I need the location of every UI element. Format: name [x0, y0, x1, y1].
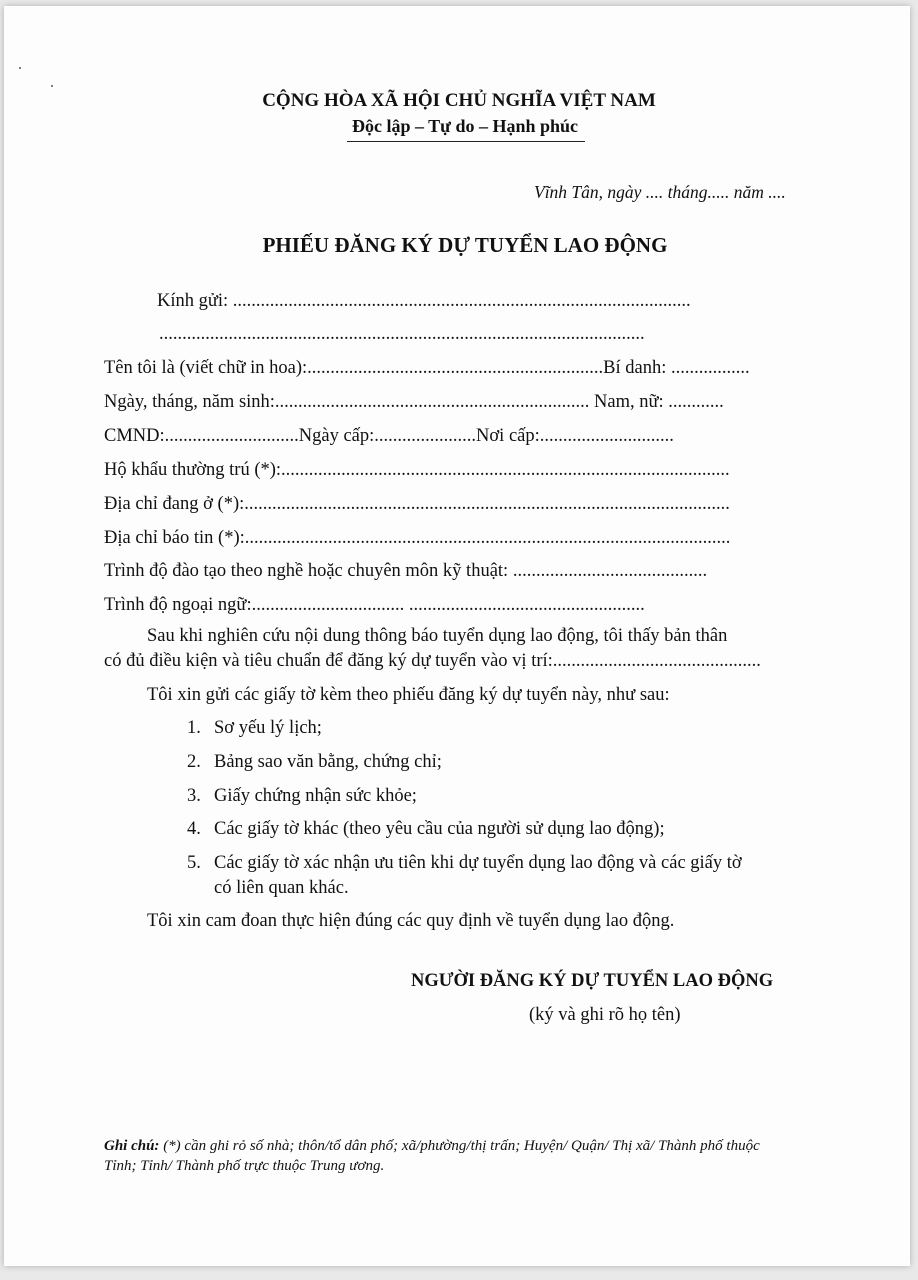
- list-number: 2.: [187, 752, 201, 772]
- place-date: Vĩnh Tân, ngày .... tháng..... năm ....: [534, 182, 786, 202]
- field-dia-chi-bao-tin: Địa chỉ báo tin (*):.........................................................................................................: [104, 528, 731, 548]
- list-item: Bảng sao văn bằng, chứng chỉ;: [214, 752, 442, 772]
- footnote-line-2: Tỉnh; Tỉnh/ Thành phố trực thuộc Trung ương.: [104, 1158, 385, 1174]
- list-item: Sơ yếu lý lịch;: [214, 718, 322, 738]
- field-trinh-do-dao-tao: Trình độ đào tạo theo nghề hoặc chuyên môn kỹ thuật: ..........................................: [104, 561, 708, 581]
- field-kinh-gui-continued: .........................................................................................................: [159, 324, 645, 344]
- signature-title: NGƯỜI ĐĂNG KÝ DỰ TUYỂN LAO ĐỘNG: [411, 971, 774, 991]
- footnote-label: Ghi chú:: [104, 1138, 160, 1154]
- list-item: Giấy chứng nhận sức khỏe;: [214, 786, 417, 806]
- footnote-line-1: [104, 1136, 760, 1157]
- motto-underline: [347, 141, 585, 142]
- paragraph-1-line-1: Sau khi nghiên cứu nội dung thông báo tuyển dụng lao động, tôi thấy bản thân: [147, 626, 728, 646]
- motto: Độc lập – Tự do – Hạnh phúc: [351, 116, 579, 136]
- field-kinh-gui: Kính gửi: ...................................................................................................: [157, 291, 691, 311]
- field-ngay-sinh: Ngày, tháng, năm sinh:.................................................................... Nam, nữ: ............: [104, 392, 724, 412]
- signature-hint: (ký và ghi rõ họ tên): [529, 1005, 681, 1025]
- footnote-text: (*) cần ghi rỏ số nhà; thôn/tổ dân phố; xã/phường/thị trấn; Huyện/ Quận/ Thị xã/ Thành phố thuộc: [159, 1138, 760, 1154]
- paragraph-2: Tôi xin gửi các giấy tờ kèm theo phiếu đăng ký dự tuyển này, như sau:: [147, 685, 670, 705]
- field-ten: Tên tôi là (viết chữ in hoa):................................................................Bí danh: .................: [104, 358, 750, 378]
- list-number: 1.: [187, 718, 201, 738]
- field-ngoai-ngu: Trình độ ngoại ngữ:................................. ...................................................: [104, 595, 645, 615]
- list-item: Các giấy tờ khác (theo yêu cầu của người sử dụng lao động);: [214, 819, 665, 839]
- list-item-continued: có liên quan khác.: [214, 878, 349, 898]
- list-item: Các giấy tờ xác nhận ưu tiên khi dự tuyển dụng lao động và các giấy tờ: [214, 853, 742, 873]
- list-number: 5.: [187, 853, 201, 873]
- nation-heading: CỘNG HÒA XÃ HỘI CHỦ NGHĨA VIỆT NAM: [262, 90, 656, 111]
- list-number: 3.: [187, 786, 201, 806]
- field-ho-khau: Hộ khẩu thường trú (*):.................................................................................................: [104, 460, 730, 480]
- list-number: 4.: [187, 819, 201, 839]
- paragraph-1-line-2: có đủ điều kiện và tiêu chuẩn để đăng ký dự tuyển vào vị trí:.............................................: [104, 651, 761, 671]
- form-title: PHIẾU ĐĂNG KÝ DỰ TUYỂN LAO ĐỘNG: [262, 233, 668, 257]
- field-cmnd: CMND:.............................Ngày cấp:......................Nơi cấp:.............................: [104, 426, 674, 446]
- commitment: Tôi xin cam đoan thực hiện đúng các quy định về tuyển dụng lao động.: [147, 911, 675, 931]
- field-dia-chi-o: Địa chỉ đang ở (*):.........................................................................................................: [104, 494, 730, 514]
